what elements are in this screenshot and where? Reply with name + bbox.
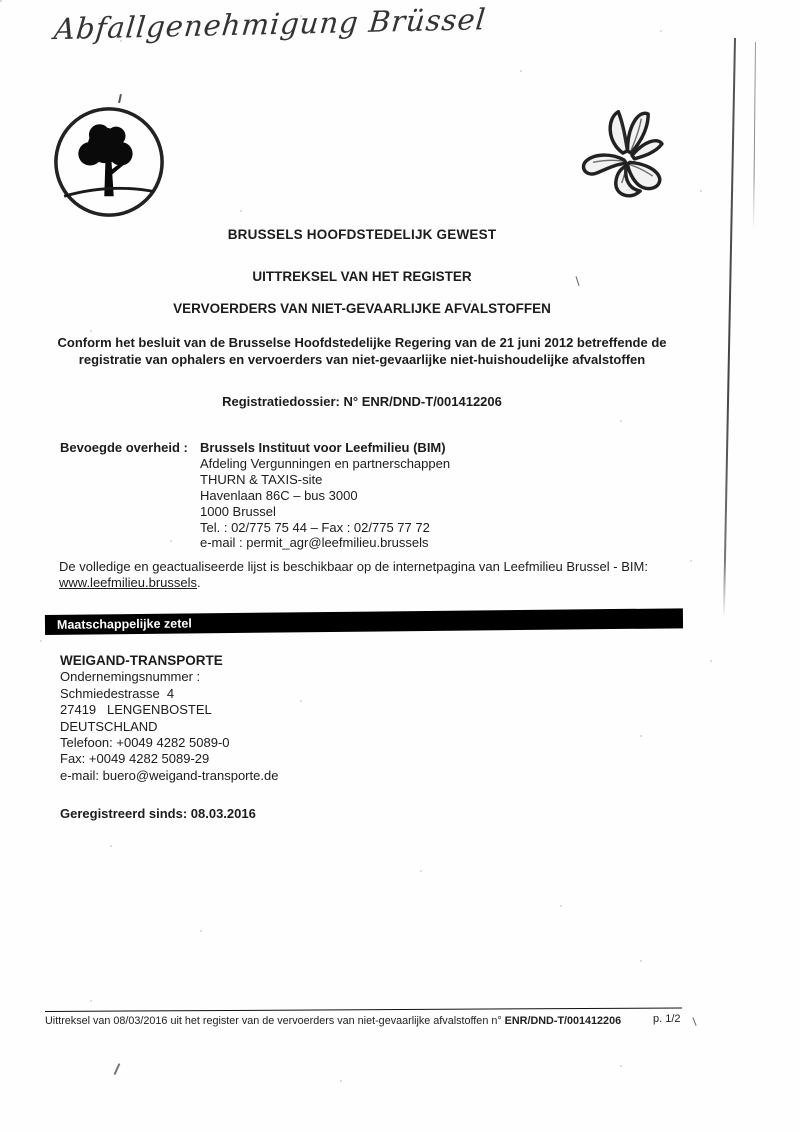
availability-text: De volledige en geactualiseerde lijst is beschikbaar op de internetpagina van Leefmilieu Brussel - BIM: <box>59 559 648 574</box>
registered-since-line: Geregistreerd sinds: 08.03.2016 <box>60 806 256 821</box>
scan-stray-mark <box>118 94 121 103</box>
availability-suffix: . <box>197 575 201 590</box>
availability-note <box>59 559 648 591</box>
scan-fold-line-faint <box>753 42 756 230</box>
footer-text: Uittreksel van 08/03/2016 uit het register van de vervoerders van niet-gevaarlijke afvalstoffen n° <box>45 1015 505 1027</box>
registration-dossier-line: Registratiedossier: N° ENR/DND-T/001412206 <box>222 394 502 409</box>
tree-in-circle-icon <box>50 103 168 221</box>
scan-stray-mark <box>114 1063 120 1075</box>
company-fax: Fax: +0049 4282 5089-29 <box>60 751 210 767</box>
authority-email: e-mail : permit_agr@leefmilieu.brussels <box>200 535 429 551</box>
brussels-iris-icon <box>570 100 685 220</box>
register-title: UITTREKSEL VAN HET REGISTER <box>252 269 472 284</box>
company-phone: Telefoon: +0049 4282 5089-0 <box>60 735 230 751</box>
handwritten-note: Abfallgenehmigung Brüssel <box>52 2 488 47</box>
tree-icon-svg <box>50 103 168 221</box>
footer-dossier-number: ENR/DND-T/001412206 <box>504 1015 622 1027</box>
page-number: p. 1/2 <box>653 1013 681 1025</box>
authority-city: 1000 Brussel <box>200 503 276 519</box>
scan-fold-line <box>723 38 736 618</box>
region-title: BRUSSELS HOOFDSTEDELIJK GEWEST <box>227 227 497 242</box>
authority-site: THURN & TAXIS-site <box>200 471 323 487</box>
scan-noise <box>0 0 2 2</box>
register-subtitle: VERVOERDERS VAN NIET-GEVAARLIJKE AFVALSTOFFEN <box>173 301 551 316</box>
authority-phone-fax: Tel. : 02/775 75 44 – Fax : 02/775 77 72 <box>200 519 430 535</box>
leefmilieu-link[interactable]: www.leefmilieu.brussels <box>59 575 197 590</box>
section-header-maatschappelijke-zetel <box>45 608 683 635</box>
decree-paragraph: Conform het besluit van de Brusselse Hoofdstedelijke Regering van de 21 juni 2012 betreffende de registratie van ophalers en vervoerders van niet-gevaarlijke niet-huishoudelijke afvalstoffen <box>57 335 667 367</box>
company-postal-city: 27419 LENGENBOSTEL <box>60 702 212 718</box>
company-street: Schmiedestrasse 4 <box>60 685 175 701</box>
authority-address-block <box>200 440 450 551</box>
authority-street: Havenlaan 86C – bus 3000 <box>200 487 358 503</box>
authority-department: Afdeling Vergunningen en partnerschappen <box>200 455 451 471</box>
scan-stray-mark <box>692 1017 697 1026</box>
company-email: e-mail: buero@weigand-transporte.de <box>60 767 279 783</box>
authority-label: Bevoegde overheid : <box>60 440 188 455</box>
authority-name: Brussels Instituut voor Leefmilieu (BIM) <box>200 440 446 455</box>
company-name: WEIGAND-TRANSPORTE <box>60 653 223 668</box>
section-title: Maatschappelijke zetel <box>56 616 192 632</box>
footer-divider <box>45 1007 682 1012</box>
iris-icon-svg <box>570 100 685 220</box>
footer-extract-line <box>45 1015 645 1027</box>
company-enterprise-number: Ondernemingsnummer : <box>60 669 201 685</box>
company-address-block <box>60 653 278 784</box>
company-country: DEUTSCHLAND <box>60 718 158 734</box>
